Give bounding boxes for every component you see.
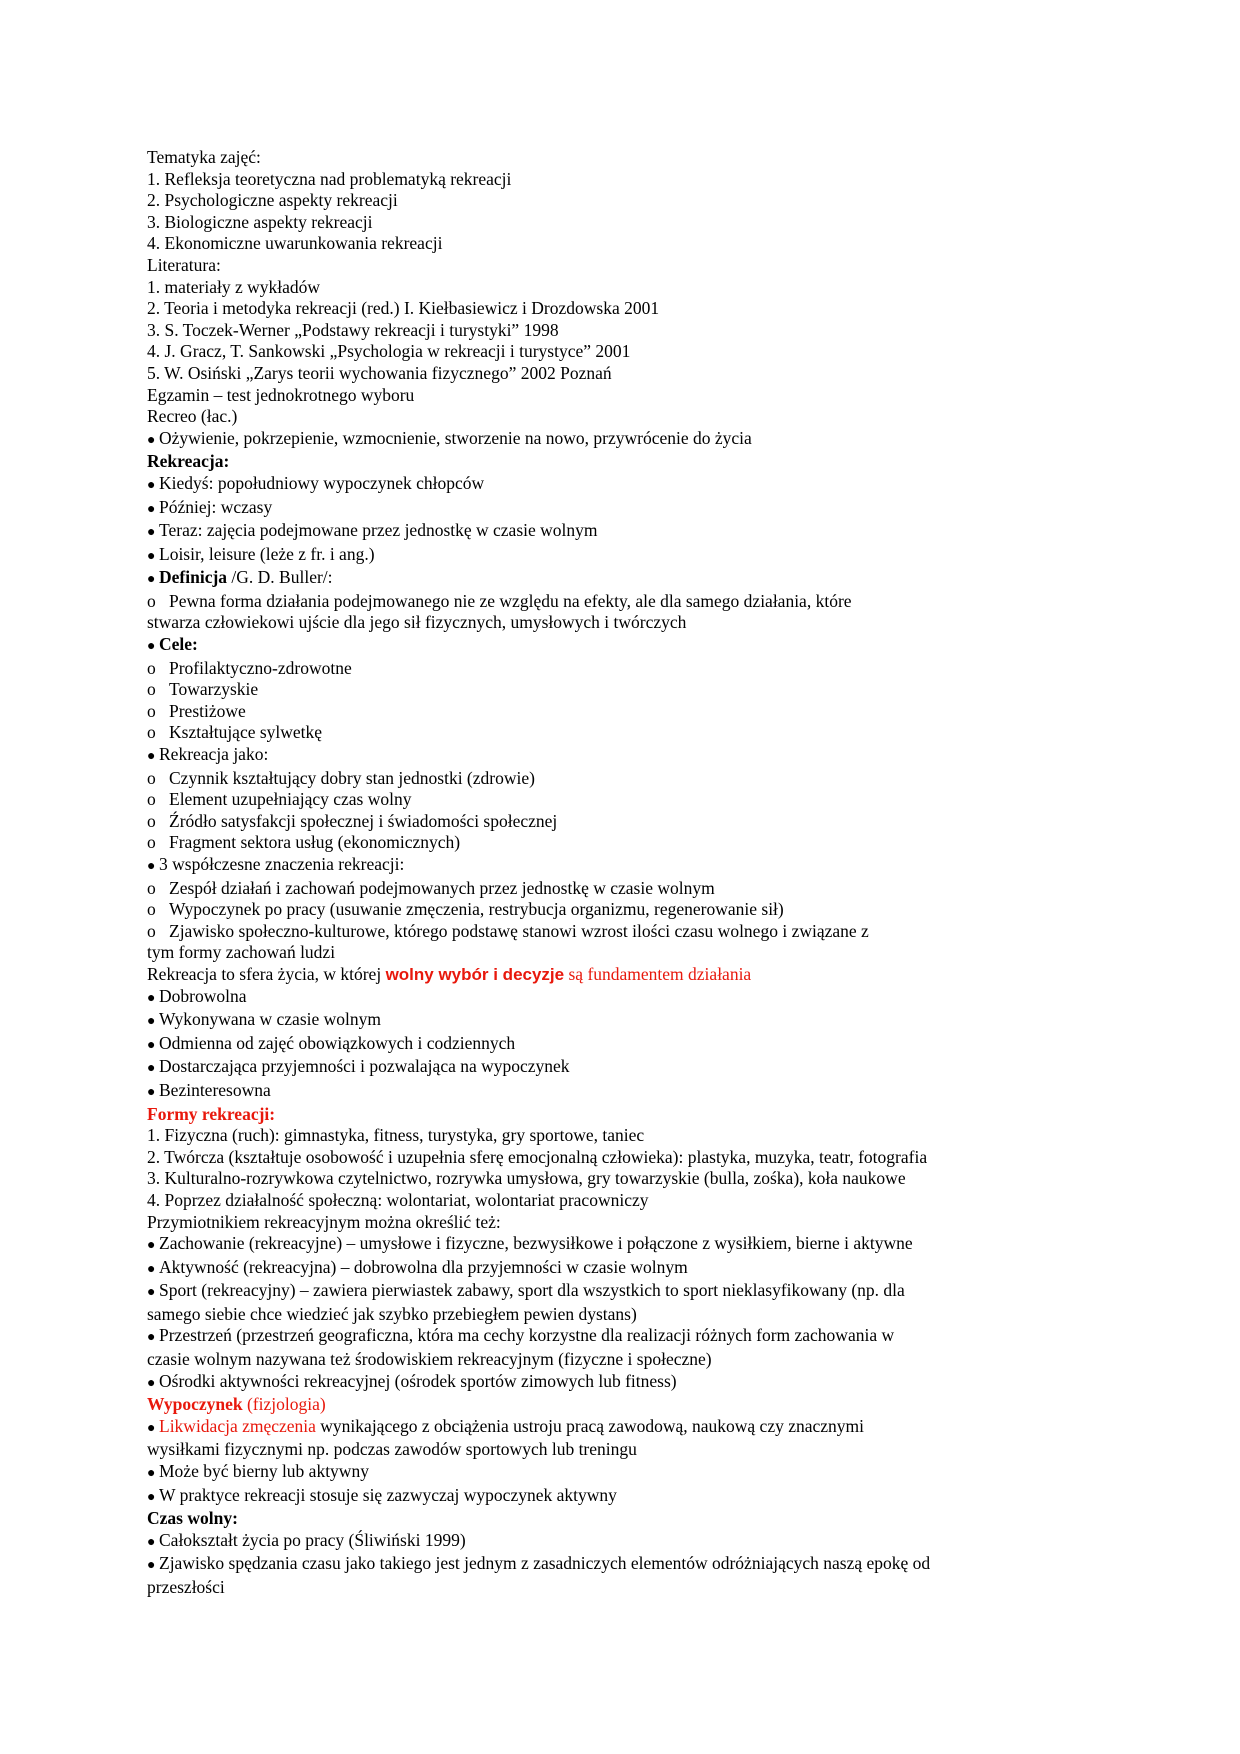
circle-bullet-icon: o (147, 877, 156, 898)
list-item (147, 1553, 1180, 1577)
bullet-icon: ● (147, 1534, 156, 1550)
sub-item-text: Zespół działań i zachowań podejmowanych przez jednostkę w czasie wolnym (169, 877, 715, 898)
list-item (147, 428, 1180, 452)
definicja-label: Definicja (159, 567, 228, 588)
list-item-text: 3 współczesne znaczenia rekreacji: (159, 854, 405, 874)
bullet-icon: ● (147, 1037, 156, 1053)
sfera-suffix: są fundamentem działania (564, 963, 752, 984)
bullet-icon: ● (147, 501, 156, 517)
list-item: 3. S. Toczek-Werner „Podstawy rekreacji i turystyki” 1998 (147, 319, 559, 340)
sub-item-text: Element uzupełniający czas wolny (169, 789, 412, 810)
list-item: 4. Poprzez działalność społeczną: wolontariat, wolontariat pracowniczy (147, 1189, 649, 1210)
list-item (147, 1233, 1180, 1257)
circle-bullet-icon: o (147, 657, 156, 678)
sub-item-text: Profilaktyczno-zdrowotne (169, 657, 352, 678)
sub-item (147, 899, 1180, 921)
sub-item (147, 789, 1180, 811)
circle-bullet-icon: o (147, 679, 156, 700)
list-item (147, 1371, 1180, 1395)
list-item (147, 1530, 1180, 1554)
list-item (147, 854, 1180, 878)
list-item-text: Ośrodki aktywności rekreacyjnej (ośrodek sportów zimowych lub fitness) (159, 1370, 677, 1391)
sub-item (147, 811, 1180, 833)
list-item-text: Może być bierny lub aktywny (159, 1461, 369, 1482)
list-item (147, 497, 1180, 521)
sub-item (147, 722, 1180, 744)
sub-item-text: Źródło satysfakcji społecznej i świadomości społecznej (169, 810, 558, 831)
list-item: 4. Ekonomiczne uwarunkowania rekreacji (147, 233, 443, 254)
list-item-text: Później: wczasy (159, 496, 273, 517)
list-item-text: Ożywienie, pokrzepienie, wzmocnienie, stworzenie na nowo, przywrócenie do życia (159, 427, 752, 448)
sub-item-text: Zjawisko społeczno-kulturowe, którego podstawę stanowi wzrost ilości czasu wolnego i związane z (169, 920, 869, 941)
section-title-formy: Formy rekreacji: (147, 1103, 276, 1124)
continuation-text: wysiłkami fizycznymi np. podczas zawodów sportowych lub treningu (147, 1439, 637, 1460)
list-item-text: Dobrowolna (159, 985, 247, 1006)
list-item (147, 1461, 1180, 1485)
list-item (147, 520, 1180, 544)
circle-bullet-icon: o (147, 767, 156, 788)
list-item (147, 1257, 1180, 1281)
bullet-icon: ● (147, 1261, 156, 1277)
circle-bullet-icon: o (147, 810, 156, 831)
list-item-text: wynikającego z obciążenia ustroju pracą zawodową, naukową czy znacznymi (315, 1415, 865, 1436)
circle-bullet-icon: o (147, 700, 156, 721)
bullet-icon: ● (147, 1238, 156, 1254)
sub-item-text: Prestiżowe (169, 700, 246, 721)
sub-item (147, 591, 1180, 613)
sfera-emphasis: wolny wybór i decyzje (385, 964, 565, 984)
list-item: 2. Teoria i metodyka rekreacji (red.) I. Kiełbasiewicz i Drozdowska 2001 (147, 298, 660, 319)
sub-item-text: Kształtujące sylwetkę (169, 722, 323, 743)
list-item-text: Dostarczająca przyjemności i pozwalająca na wypoczynek (159, 1056, 570, 1077)
list-item (147, 1009, 1180, 1033)
circle-bullet-icon: o (147, 789, 156, 810)
list-item (147, 1416, 1180, 1440)
list-item-text: Wykonywana w czasie wolnym (159, 1009, 382, 1030)
list-item-text: Całokształt życia po pracy (Śliwiński 1999) (159, 1529, 466, 1550)
list-item-text: Teraz: zajęcia podejmowane przez jednostkę w czasie wolnym (159, 520, 598, 541)
przymiotnik-text: Przymiotnikiem rekreacyjnym można określić też: (147, 1211, 501, 1232)
wypoczynek-subtitle: (fizjologia) (242, 1394, 326, 1415)
continuation-text: samego siebie chce wiedzieć jak szybko przebiegłem pewien dystans) (147, 1303, 637, 1324)
sub-item-text: Wypoczynek po pracy (usuwanie zmęczenia, restrybucja organizmu, regenerowanie sił) (169, 899, 784, 920)
list-item: 1. Refleksja teoretyczna nad problematyką rekreacji (147, 168, 512, 189)
continuation-text: tym formy zachowań ludzi (147, 942, 336, 963)
sub-item-text: Fragment sektora usług (ekonomicznych) (169, 832, 461, 853)
bullet-icon: ● (147, 990, 156, 1006)
circle-bullet-icon: o (147, 899, 156, 920)
sfera-sentence (147, 964, 1180, 986)
bullet-icon: ● (147, 639, 156, 655)
list-item (147, 744, 1180, 768)
list-item-text: Bezinteresowna (159, 1079, 271, 1100)
egzamin-text: Egzamin – test jednokrotnego wyboru (147, 384, 415, 405)
bullet-icon: ● (147, 1014, 156, 1030)
bullet-icon: ● (147, 477, 156, 493)
sub-item (147, 768, 1180, 790)
sub-item (147, 878, 1180, 900)
continuation-text: stwarza człowiekowi ujście dla jego sił fizycznych, umysłowych i twórczych (147, 612, 687, 633)
bullet-icon: ● (147, 1061, 156, 1077)
sub-item-text: Czynnik kształtujący dobry stan jednostki (zdrowie) (169, 767, 535, 788)
circle-bullet-icon: o (147, 920, 156, 941)
bullet-icon: ● (147, 572, 156, 588)
circle-bullet-icon: o (147, 590, 156, 611)
list-item (147, 1325, 1180, 1349)
bullet-icon: ● (147, 432, 156, 448)
wypoczynek-title: Wypoczynek (147, 1394, 243, 1415)
likwidacja-emphasis: Likwidacja zmęczenia (159, 1415, 316, 1436)
list-item (147, 986, 1180, 1010)
definicja-author: /G. D. Buller/: (227, 567, 333, 588)
list-item (147, 1280, 1180, 1304)
list-item (147, 473, 1180, 497)
section-title-rekreacja: Rekreacja: (147, 451, 230, 472)
section-title-tematyka: Tematyka zajęć: (147, 147, 261, 167)
list-item (147, 1080, 1180, 1104)
sub-item (147, 701, 1180, 723)
list-item: 4. J. Gracz, T. Sankowski „Psychologia w rekreacji i turystyce” 2001 (147, 341, 631, 362)
list-item-text: Loisir, leisure (leże z fr. i ang.) (159, 543, 375, 564)
list-item-text: Odmienna od zajęć obowiązkowych i codziennych (159, 1032, 516, 1053)
bullet-icon: ● (147, 859, 156, 874)
sfera-prefix: Rekreacja to sfera życia, w której (147, 963, 386, 984)
sub-item-text: Towarzyskie (169, 679, 259, 700)
bullet-icon: ● (147, 749, 156, 765)
sub-item (147, 679, 1180, 701)
list-item (147, 1033, 1180, 1057)
list-item: 5. W. Osiński „Zarys teorii wychowania fizycznego” 2002 Poznań (147, 362, 612, 383)
list-item-text: Przestrzeń (przestrzeń geograficzna, która ma cechy korzystne dla realizacji różnych form zachowania w (159, 1325, 895, 1346)
circle-bullet-icon: o (147, 832, 156, 853)
sub-item (147, 832, 1180, 854)
continuation-text: czasie wolnym nazywana też środowiskiem rekreacyjnym (fizyczne i społeczne) (147, 1349, 712, 1370)
list-item-text: Zachowanie (rekreacyjne) – umysłowe i fizyczne, bezwysiłkowe i połączone z wysiłkiem, bierne i aktywne (159, 1233, 913, 1254)
bullet-icon: ● (147, 525, 156, 541)
cele-title: Cele: (159, 634, 198, 655)
list-item-text: W praktyce rekreacji stosuje się zazwyczaj wypoczynek aktywny (159, 1484, 617, 1505)
bullet-icon: ● (147, 1375, 156, 1391)
bullet-icon: ● (147, 548, 156, 564)
bullet-icon: ● (147, 1489, 156, 1505)
section-title-wypoczynek (147, 1394, 1180, 1416)
bullet-icon: ● (147, 1420, 156, 1436)
circle-bullet-icon: o (147, 722, 156, 743)
bullet-icon: ● (147, 1330, 156, 1346)
list-item (147, 634, 1180, 658)
list-item-text: Aktywność (rekreacyjna) – dobrowolna dla przyjemności w czasie wolnym (159, 1256, 688, 1277)
list-item (147, 544, 1180, 568)
list-item: 2. Psychologiczne aspekty rekreacji (147, 190, 398, 211)
continuation-text: przeszłości (147, 1577, 225, 1597)
section-title-literatura: Literatura: (147, 254, 221, 275)
list-item: 2. Twórcza (kształtuje osobowość i uzupełnia sferę emocjonalną człowieka): plastyka, muzyka, teatr, fotografia (147, 1146, 928, 1167)
recreo-text: Recreo (łac.) (147, 406, 238, 427)
list-item-text: Kiedyś: popołudniowy wypoczynek chłopców (159, 472, 485, 493)
sub-item (147, 921, 1180, 943)
list-item: 3. Kulturalno-rozrywkowa czytelnictwo, rozrywka umysłowa, gry towarzyskie (bulla, zośka), koła naukowe (147, 1168, 906, 1189)
bullet-icon: ● (147, 1466, 156, 1482)
list-item: 3. Biologiczne aspekty rekreacji (147, 211, 373, 232)
bullet-icon: ● (147, 1285, 156, 1301)
sub-item-text: Pewna forma działania podejmowanego nie ze względu na efekty, ale dla samego działania, które (169, 590, 852, 611)
list-item-text: Zjawisko spędzania czasu jako takiego jest jednym z zasadniczych elementów odróżniających naszą epokę od (159, 1553, 931, 1574)
section-title-czas-wolny: Czas wolny: (147, 1508, 238, 1529)
sub-item (147, 658, 1180, 680)
list-item (147, 1056, 1180, 1080)
list-item-text: Rekreacja jako: (159, 744, 269, 765)
list-item (147, 567, 1180, 591)
list-item: 1. materiały z wykładów (147, 276, 321, 297)
list-item (147, 1485, 1180, 1509)
list-item-text: Sport (rekreacyjny) – zawiera pierwiastek zabawy, sport dla wszystkich to sport nieklasyfikowany (np. dla (159, 1280, 905, 1301)
list-item: 1. Fizyczna (ruch): gimnastyka, fitness, turystyka, gry sportowe, taniec (147, 1125, 645, 1146)
bullet-icon: ● (147, 1084, 156, 1100)
bullet-icon: ● (147, 1558, 156, 1574)
